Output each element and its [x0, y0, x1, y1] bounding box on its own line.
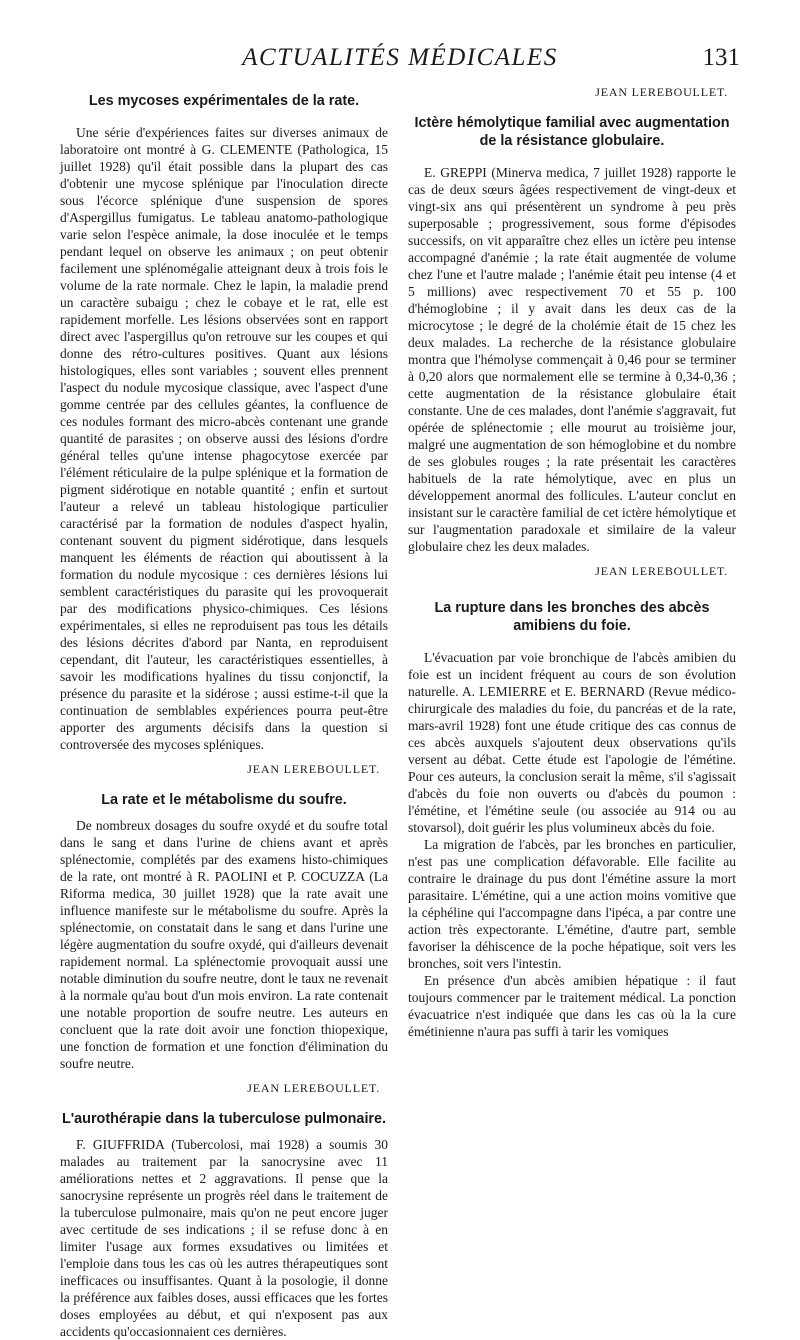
article-body-soufre: De nombreux dosages du soufre oxydé et du soufre total dans le sang et dans l'urine de chiens avant et après splénectomie, complétés par des examens histo-chimiques de la rate, ont montré à R. PAOLINI et P. COCUZZA (La Riforma medica, 30 juillet 1928) que la rate avait une influence manifeste sur le métabolisme du soufre. Après la splénectomie, on constatait dans le sang et dans l'urine une légère augmentation du soufre oxydé, qui d'ailleurs devenait rapidement normal. La splénectomie provoquait aussi une notable diminution du soufre neutre, dont le taux ne revenait à la normale qu'au bout d'un mois environ. La rate contenait une notable proportion de soufre neutre. Les auteurs en concluent que la rate doit avoir une fonction thiopexique, une fonction de formation et une fonction d'élimination du soufre neutre. — [60, 818, 388, 1071]
article-title-mycoses: Les mycoses expérimentales de la rate. — [88, 93, 360, 109]
left-column — [60, 84, 388, 1340]
running-title: ACTUALITÉS MÉDICALES — [242, 44, 558, 71]
right-column — [408, 84, 736, 1040]
article-body-ictere: E. GREPPI (Minerva medica, 7 juillet 1928) rapporte le cas de deux sœurs âgées respectivement de vingt-deux et vingt-six ans qui présentèrent un syndrome à peu près superposable ; progressivement, sous forme d'épisodes successifs, on vit apparaître chez elles un ictère peu intense accompagné d'anémie ; la rate était augmentée de volume chez l'une et l'autre malade ; l'anémie était peu intense (4 et 5 millions) avec respectivement 70 et 55 p. 100 d'hémoglobine ; il y avait dans les deux cas de la microcytose ; le degré de la cholémie était de 15 chez les deux malades. La recherche de la résistance globulaire montra que l'hémolyse commençait à 0,46 pour se terminer à 0,20 alors que normalement elle se termine à 0,34-0,36 ; cette augmentation de la résistance globulaire était constante. Une de ces malades, dont l'anémie s'aggravait, fut opérée de splénectomie ; elle mourut au troisième jour, malgré une augmentation de son hémoglobine et du nombre de ses globules rouges ; la rate présentait les caractères habituels de la rate hémolytique, avec en plus un développement anormal des follicules. L'auteur conclut en insistant sur le caractère familial de cet ictère hémolytique et sur l'augmentation paradoxale et similaire de la valeur globulaire chez les deux malades. — [408, 165, 736, 554]
article-body-rupture-p3: En présence d'un abcès amibien hépatique : il faut toujours commencer par le traitement médical. La ponction évacuatrice n'est indiquée que dans les cas où la la cure émétinienne n'aura pas suffi à tarir les vomiques — [408, 973, 736, 1039]
article-body-rupture-p2: La migration de l'abcès, par les bronches en particulier, n'est pas une complication défavorable. Elle facilite au contraire le drainage du pus dont l'émétine assure la mort parasitaire. L'émétine, qui a une action moins vomitive que la céphéline qui l'accompagne dans l'ipéca, a par contre une action très expectorante. L'émétine, d'autre part, semble favoriser la déhiscence de la poche hépatique, soit vers les bronches, soit vers l'intestin. — [408, 837, 736, 971]
signature-ictere: JEAN LEREBOULLET. — [595, 564, 728, 578]
article-title-aurotherapie: L'aurothérapie dans la tuberculose pulmonaire. — [61, 1111, 387, 1127]
article-title-ictere: Ictère hémolytique familial avec augmentation de la résistance globulaire. — [414, 115, 730, 149]
page-number: 131 — [702, 44, 740, 71]
article-body-mycoses: Une série d'expériences faites sur diverses animaux de laboratoire ont montré à G. CLEMENTE (Pathologica, 15 juillet 1928) qu'il était possible dans la plupart des cas d'obtenir une mycose splénique par l'inoculation directe sous l'écorce splénique d'une suspension de spores d'Aspergillus fumigatus. Le tableau anatomo-pathologique varie selon l'espèce animale, la dose inoculée et le temps pendant lequel on observe les animaux ; on peut obtenir facilement une splénomégalie atteignant deux à trois fois le volume de la rate normale. Chez le lapin, la maladie prend un caractère subaigu ; chez le cobaye et le rat, elle est rapidement morfelle. Les lésions observées sont en rapport direct avec l'aspergillus qu'on retrouve sur les coupes et qui donne des rétro-cultures positives. Quant aux lésions histologiques, elles sont variables ; souvent elles prennent l'aspect du nodule mycosique classique, avec l'aspect d'une gomme centrée par des cellules géantes, la confluence de ces nodules formant des micro-abcès contenant une grande quantité de parasites ; on observe aussi des lésions d'ordre général telles qu'une intense phagocytose exercée par l'élément réticulaire de la pulpe splénique et la formation de pigment sidérotique en notable quantité ; enfin et surtout l'auteur a relevé un tableau histologique particulier caractérisé par la formation de nodules d'aspect hyalin, contenant souvent du pigment sidérotique, dans lesquels manquent les éléments de réaction qui aboutissent à la formation du nodule mycosique : ces dernières lésions lui semblent caractéristiques du parasite qui les provoquerait par des modifications physico-chimiques. Ces lésions expérimentales, si elles ne reproduisent pas tous les détails des lésions décrites d'abord par Nanta, en reproduisent cependant, dit l'auteur, les caractéristiques essentielles, à savoir les modifications hyalines du tissu conjonctif, la présence du parasite et la sidérose ; aussi estime-t-il que la continuation de semblables expériences pourra peut-être apporter des arguments décisifs dans la question si controversée des mycoses spléniques. — [60, 125, 388, 752]
article-title-rupture: La rupture dans les bronches des abcès amibiens du foie. — [434, 600, 710, 634]
article-title-soufre: La rate et le métabolisme du soufre. — [101, 792, 347, 808]
signature-soufre: JEAN LEREBOULLET. — [247, 1081, 380, 1095]
page-header — [60, 44, 740, 78]
signature-mycoses: JEAN LEREBOULLET. — [247, 762, 380, 776]
article-body-aurotherapie: F. GIUFFRIDA (Tubercolosi, mai 1928) a soumis 30 malades au traitement par la sanocrysine avec 11 améliorations nettes et 2 aggravations. Il pense que la sanocrysine représente un progrès réel dans le traitement de la tuberculose pulmonaire, mais qu'on ne peut encore juger avec certitude de ses indications ; il se refuse donc à en limiter l'usage aux formes exsudatives ou limitées et l'emploie dans tous les cas où les autres thérapeutiques sont inefficaces ou insuffisantes. Quant à la posologie, il donne la préférence aux faibles doses, aussi efficaces que les fortes doses employées au début, et qui n'exposent pas aux accidents qu'occasionnaient ces dernières. — [60, 1137, 388, 1339]
article-body-rupture-p1: L'évacuation par voie bronchique de l'abcès amibien du foie est un incident fréquent au cours de son évolution naturelle. A. LEMIERRE et E. BERNARD (Revue médico-chirurgicale des maladies du foie, du pancréas et de la rate, mars-avril 1928) font une étude critique des cas connus de ces abcès auxquels s'ajoutent deux observations qu'ils versent au débat. Cette étude est l'apologie de l'émétine. Pour ces auteurs, la conclusion serait la même, s'il s'agissait d'abcès du foie non ouverts ou d'abcès du poumon : l'émétine, et l'émétine seule (ou associée au 914 ou au stovarsol), doit guérir les plus volumineux abcès du foie. — [408, 650, 736, 835]
signature-aurotherapie: JEAN LEREBOULLET. — [595, 85, 728, 99]
